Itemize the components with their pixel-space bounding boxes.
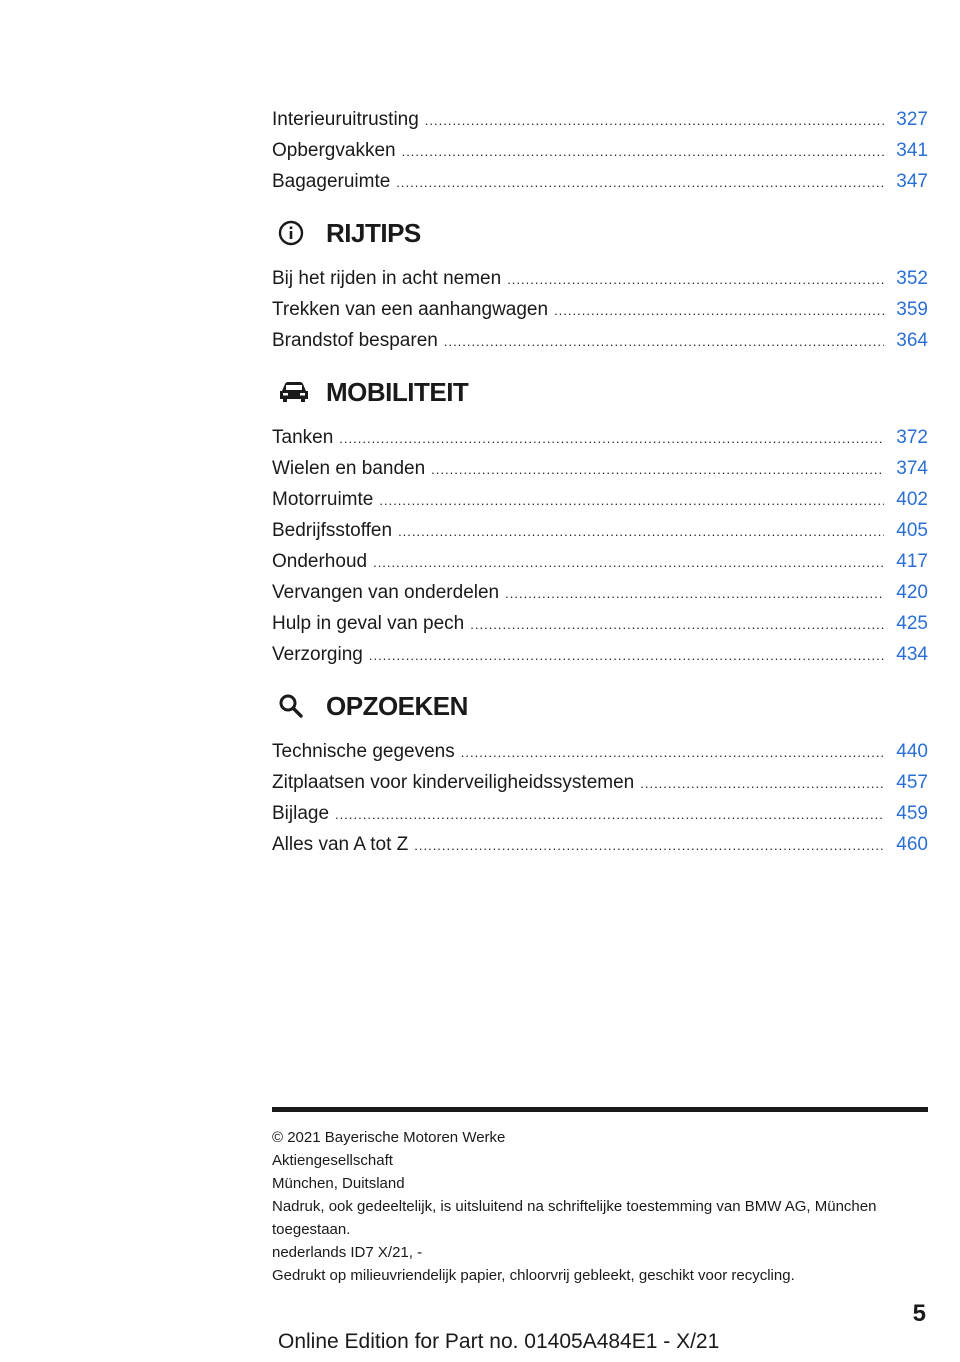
car-icon xyxy=(272,377,318,407)
toc-page-link[interactable]: 425 xyxy=(896,613,928,634)
toc-page-link[interactable]: 434 xyxy=(896,644,928,665)
dot-leader xyxy=(507,264,884,295)
dot-leader xyxy=(640,768,884,799)
toc-page-link[interactable]: 405 xyxy=(896,520,928,541)
toc-entry[interactable] xyxy=(272,325,928,356)
toc-page-link[interactable]: 457 xyxy=(896,772,928,793)
toc-page-link[interactable]: 459 xyxy=(896,803,928,824)
section-heading xyxy=(272,370,928,414)
dot-leader xyxy=(398,516,884,547)
toc-entry[interactable] xyxy=(272,546,928,577)
toc-entry[interactable] xyxy=(272,294,928,325)
dot-leader xyxy=(335,799,884,830)
toc-page-link[interactable]: 372 xyxy=(896,427,928,448)
toc-entry[interactable] xyxy=(272,263,928,294)
toc-entry[interactable] xyxy=(272,484,928,515)
toc-entry-label: Zitplaatsen voor kinderveiligheidssystemen xyxy=(272,772,635,793)
section-heading xyxy=(272,684,928,728)
toc-entry[interactable] xyxy=(272,104,928,135)
dot-leader xyxy=(431,454,884,485)
toc-entry-label: Bagageruimte xyxy=(272,171,391,192)
imprint-line: Nadruk, ook gedeeltelijk, is uitsluitend na schriftelijke toestemming van BMW AG, München toegestaan. xyxy=(272,1198,877,1238)
imprint-line: Aktiengesellschaft xyxy=(272,1152,393,1169)
toc-page-link[interactable]: 420 xyxy=(896,582,928,603)
toc-entry[interactable] xyxy=(272,608,928,639)
toc-page-link[interactable]: 402 xyxy=(896,489,928,510)
toc-page-link[interactable]: 460 xyxy=(896,834,928,855)
page-number: 5 xyxy=(912,1300,926,1327)
dot-leader xyxy=(505,578,884,609)
toc-page-link[interactable]: 327 xyxy=(896,109,928,130)
dot-leader xyxy=(402,136,884,167)
toc-entry-label: Brandstof besparen xyxy=(272,330,438,351)
toc-entry[interactable] xyxy=(272,166,928,197)
dot-leader xyxy=(425,105,884,136)
imprint-line: Gedrukt op milieuvriendelijk papier, chloorvrij gebleekt, geschikt voor recycling. xyxy=(272,1267,795,1284)
imprint-line: © 2021 Bayerische Motoren Werke xyxy=(272,1129,506,1146)
imprint-line: München, Duitsland xyxy=(272,1175,405,1192)
toc-page-link[interactable]: 352 xyxy=(896,268,928,289)
toc-entry-label: Motorruimte xyxy=(272,489,374,510)
dot-leader xyxy=(369,640,884,671)
toc-page-link[interactable]: 374 xyxy=(896,458,928,479)
toc-entry-label: Alles van A tot Z xyxy=(272,834,409,855)
dot-leader xyxy=(554,295,884,326)
toc-entry-label: Vervangen van onderdelen xyxy=(272,582,500,603)
toc-entry-label: Tanken xyxy=(272,427,334,448)
toc-entry-label: Wielen en banden xyxy=(272,458,426,479)
dot-leader xyxy=(414,830,884,861)
toc-entry[interactable] xyxy=(272,767,928,798)
imprint-line: nederlands ID7 X/21, - xyxy=(272,1244,423,1261)
toc-entry-label: Trekken van een aanhangwagen xyxy=(272,299,549,320)
dot-leader xyxy=(444,326,884,357)
divider xyxy=(272,1107,928,1112)
toc-page-link[interactable]: 347 xyxy=(896,171,928,192)
dot-leader xyxy=(373,547,884,578)
section-title: OPZOEKEN xyxy=(326,690,468,721)
section-title: RIJTIPS xyxy=(326,217,421,248)
toc-entry[interactable] xyxy=(272,577,928,608)
toc-entry-label: Technische gegevens xyxy=(272,741,455,762)
toc-entry[interactable] xyxy=(272,736,928,767)
toc-entry-label: Onderhoud xyxy=(272,551,368,572)
toc-entry[interactable] xyxy=(272,639,928,670)
toc-entry-label: Bijlage xyxy=(272,803,330,824)
dot-leader xyxy=(396,167,884,198)
toc-entry-label: Hulp in geval van pech xyxy=(272,613,465,634)
section-title: MOBILITEIT xyxy=(326,376,469,407)
toc-page-link[interactable]: 364 xyxy=(896,330,928,351)
dot-leader xyxy=(470,609,884,640)
toc-entry-label: Bij het rijden in acht nemen xyxy=(272,268,502,289)
toc-entry[interactable] xyxy=(272,829,928,860)
dot-leader xyxy=(461,737,884,768)
dot-leader xyxy=(379,485,884,516)
dot-leader xyxy=(339,423,884,454)
toc-entry-label: Bedrijfsstoffen xyxy=(272,520,393,541)
toc-page-link[interactable]: 341 xyxy=(896,140,928,161)
toc-entry[interactable] xyxy=(272,515,928,546)
toc-page-link[interactable]: 359 xyxy=(896,299,928,320)
search-icon xyxy=(272,691,318,721)
toc-entry-label: Interieuruitrusting xyxy=(272,109,419,130)
toc-entry[interactable] xyxy=(272,453,928,484)
toc-page-link[interactable]: 440 xyxy=(896,741,928,762)
toc-entry[interactable] xyxy=(272,422,928,453)
toc-entry[interactable] xyxy=(272,798,928,829)
imprint-footer xyxy=(272,1107,928,1287)
section-heading xyxy=(272,211,928,255)
toc-entry-label: Opbergvakken xyxy=(272,140,396,161)
table-of-contents xyxy=(272,104,928,860)
toc-entry-label: Verzorging xyxy=(272,644,363,665)
toc-entry[interactable] xyxy=(272,135,928,166)
edition-footer: Online Edition for Part no. 01405A484E1 - X/21 xyxy=(278,1330,720,1353)
toc-page-link[interactable]: 417 xyxy=(896,551,928,572)
info-icon xyxy=(272,218,318,248)
imprint-text xyxy=(272,1126,928,1287)
